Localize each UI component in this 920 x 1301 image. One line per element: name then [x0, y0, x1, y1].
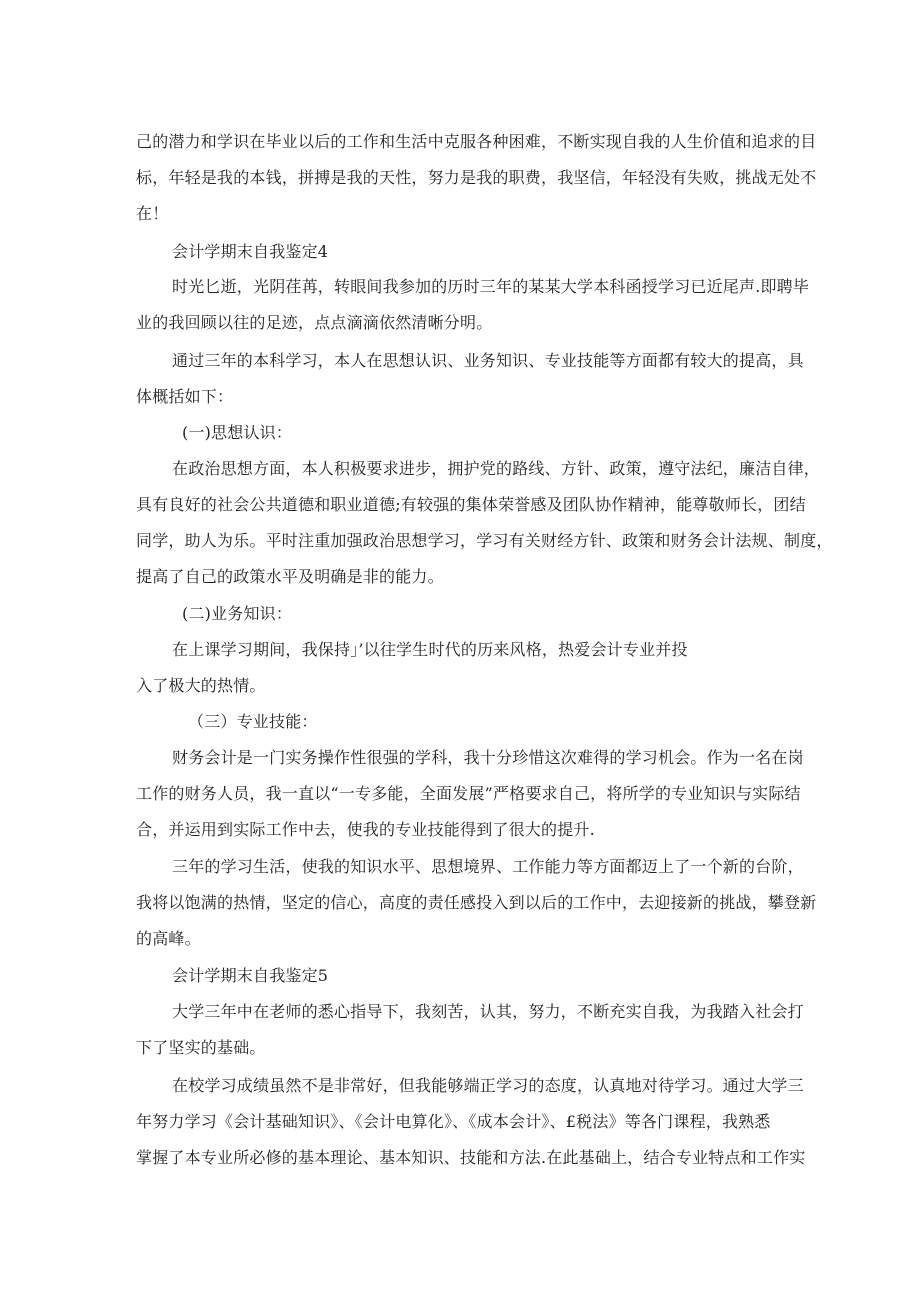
paragraph-line: 提高了自己的政策水平及明确是非的能力。 — [136, 567, 444, 586]
paragraph-line: 的高峰。 — [136, 929, 201, 948]
paragraph-line: 合，并运用到实际工作中去，使我的专业技能得到了很大的提升. — [136, 820, 595, 839]
paragraph-line: 体概括如下： — [136, 387, 234, 406]
paragraph-line: 具有良好的社会公共道德和职业道德;有较强的集体荣誉感及团队协作精神，能尊敬师长，团结 — [136, 495, 806, 514]
subsection-heading: (二)业务知识： — [182, 604, 293, 623]
paragraph-line: 大学三年中在老师的悉心指导下，我刻苦，认其，努力，不断充实自我，为我踏入社会打 — [172, 1002, 804, 1021]
paragraph-line: 时光匕逝，光阴荏苒，转眼间我参加的历时三年的某某大学本科函授学习已近尾声.即聘毕 — [172, 277, 810, 296]
paragraph-line: 我将以饱满的热情，坚定的信心，高度的责任感投入到以后的工作中，去迎接新的挑战，攀登新 — [136, 893, 817, 912]
paragraph-line: 财务会计是一门实务操作性很强的学科，我十分珍惜这次难得的学习机会。作为一名在岗 — [172, 748, 804, 767]
paragraph-line: 三年的学习生活，使我的知识水平、思想境界、工作能力等方面都迈上了一个新的台阶， — [172, 857, 804, 876]
section-heading: 会计学期末自我鉴定5 — [172, 966, 329, 985]
paragraph-line: 在校学习成绩虽然不是非常好，但我能够端正学习的态度，认真地对待学习。通过大学三 — [172, 1076, 804, 1095]
paragraph-line: 掌握了本专业所必修的基本理论、基本知识、技能和方法.在此基础上，结合专业特点和工作实 — [136, 1148, 806, 1167]
paragraph-line: 己的潜力和学识在毕业以后的工作和生活中克服各种困难，不断实现自我的人生价值和追求的目 — [136, 132, 817, 151]
paragraph-line: 工作的财务人员，我一直以“一专多能，全面发展”严格要求自己，将所学的专业知识与实际结 — [136, 784, 801, 803]
paragraph-line: 年努力学习《会计基础知识》、《会计电算化》、《成本会计》、£税法》等各门课程，我熟悉 — [136, 1112, 771, 1131]
subsection-heading: (一)思想认识： — [182, 423, 293, 442]
paragraph-line: 通过三年的本科学习，本人在思想认识、业务知识、专业技能等方面都有较大的提高，具 — [172, 351, 804, 370]
paragraph-line: 下了坚实的基础。 — [136, 1038, 266, 1057]
paragraph-line: 在上课学习期间，我保持」’以往学生时代的历来风格，热爱会计专业并投 — [172, 640, 688, 659]
paragraph-line: 标，年轻是我的本钱，拼搏是我的天性，努力是我的职费，我坚信，年轻没有失败，挑战无处不 — [136, 168, 817, 187]
section-heading: 会计学期末自我鉴定4 — [172, 242, 329, 261]
paragraph-line: 在！ — [136, 204, 169, 223]
paragraph-line: 业的我回顾以往的足迹，点点滴滴依然清晰分明。 — [136, 313, 493, 332]
paragraph-line: 入了极大的热情。 — [136, 676, 266, 695]
paragraph-line: 在政治思想方面，本人积极要求进步，拥护党的路线、方针、政策，遵守法纪，廉洁自律， — [172, 459, 821, 478]
paragraph-line: 同学，助人为乐。平时注重加强政治思想学习，学习有关财经方针、政策和财务会计法规、制度， — [136, 531, 833, 550]
subsection-heading: （三）专业技能： — [188, 712, 318, 731]
